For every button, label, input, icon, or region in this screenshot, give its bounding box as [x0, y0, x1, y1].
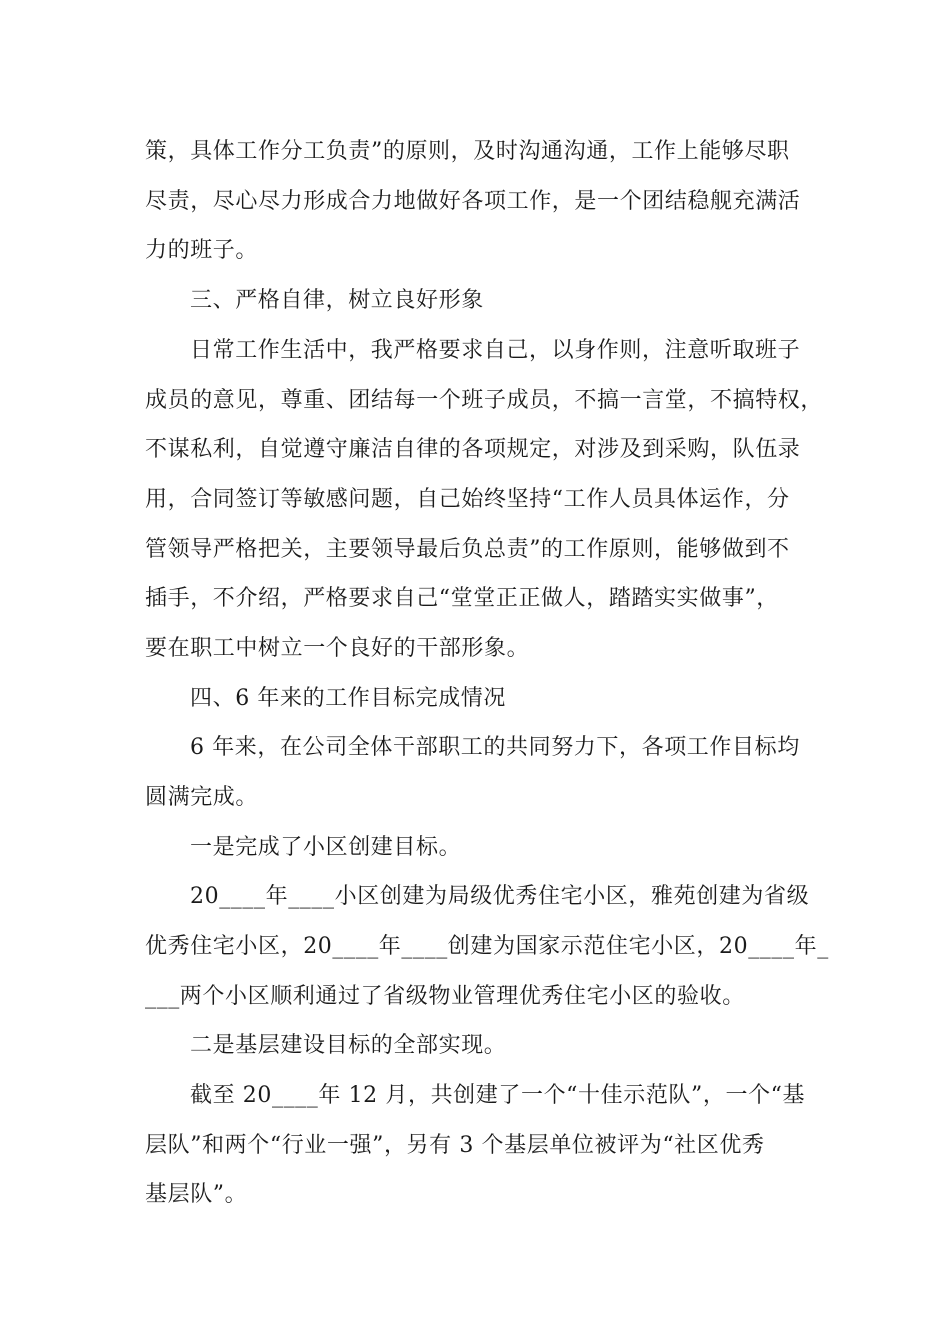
text-line: 尽责，尽心尽力形成合力地做好各项工作，是一个团结稳舰充满活 [145, 189, 801, 214]
text-line: 要在职工中树立一个良好的干部形象。 [145, 636, 530, 661]
text-line: 管领导严格把关，主要领导最后负总责”的工作原则，能够做到不 [145, 537, 790, 562]
text-line: 成员的意见，尊重、团结每一个班子成员，不搞一言堂，不搞特权， [145, 388, 824, 413]
text-line: 策，具体工作分工负责”的原则，及时沟通沟通，工作上能够尽职 [145, 139, 790, 164]
text-line: ___两个小区顺利通过了省级物业管理优秀住宅小区的验收。 [145, 984, 745, 1009]
sub-heading: 一是完成了小区创建目标。 [190, 835, 462, 860]
text-line: 20____年____小区创建为局级优秀住宅小区，雅苑创建为省级 [190, 884, 810, 909]
text-line: 截至 20____年 12 月，共创建了一个“十佳示范队”，一个“基 [190, 1083, 806, 1108]
text-line: 层队”和两个“行业一强”，另有 3 个基层单位被评为“社区优秀 [145, 1133, 765, 1158]
text-line: 用，合同签订等敏感问题，自己始终坚持“工作人员具体运作，分 [145, 487, 790, 512]
section-heading: 三、严格自律，树立良好形象 [190, 288, 484, 313]
section-heading: 四、6 年来的工作目标完成情况 [190, 686, 506, 711]
text-line: 力的班子。 [145, 238, 259, 263]
sub-heading: 二是基层建设目标的全部实现。 [190, 1033, 507, 1058]
text-line: 不谋私利，自觉遵守廉洁自律的各项规定，对涉及到采购，队伍录 [145, 437, 801, 462]
text-line: 基层队”。 [145, 1182, 248, 1207]
text-line: 优秀住宅小区，20____年____创建为国家示范住宅小区，20____年_ [145, 934, 829, 959]
text-line: 6 年来，在公司全体干部职工的共同努力下，各项工作目标均 [190, 735, 800, 760]
text-line: 插手，不介绍，严格要求自己“堂堂正正做人，踏踏实实做事”， [145, 586, 779, 611]
text-line: 圆满完成。 [145, 785, 259, 810]
text-line: 日常工作生活中，我严格要求自己，以身作则，注意听取班子 [190, 338, 801, 363]
